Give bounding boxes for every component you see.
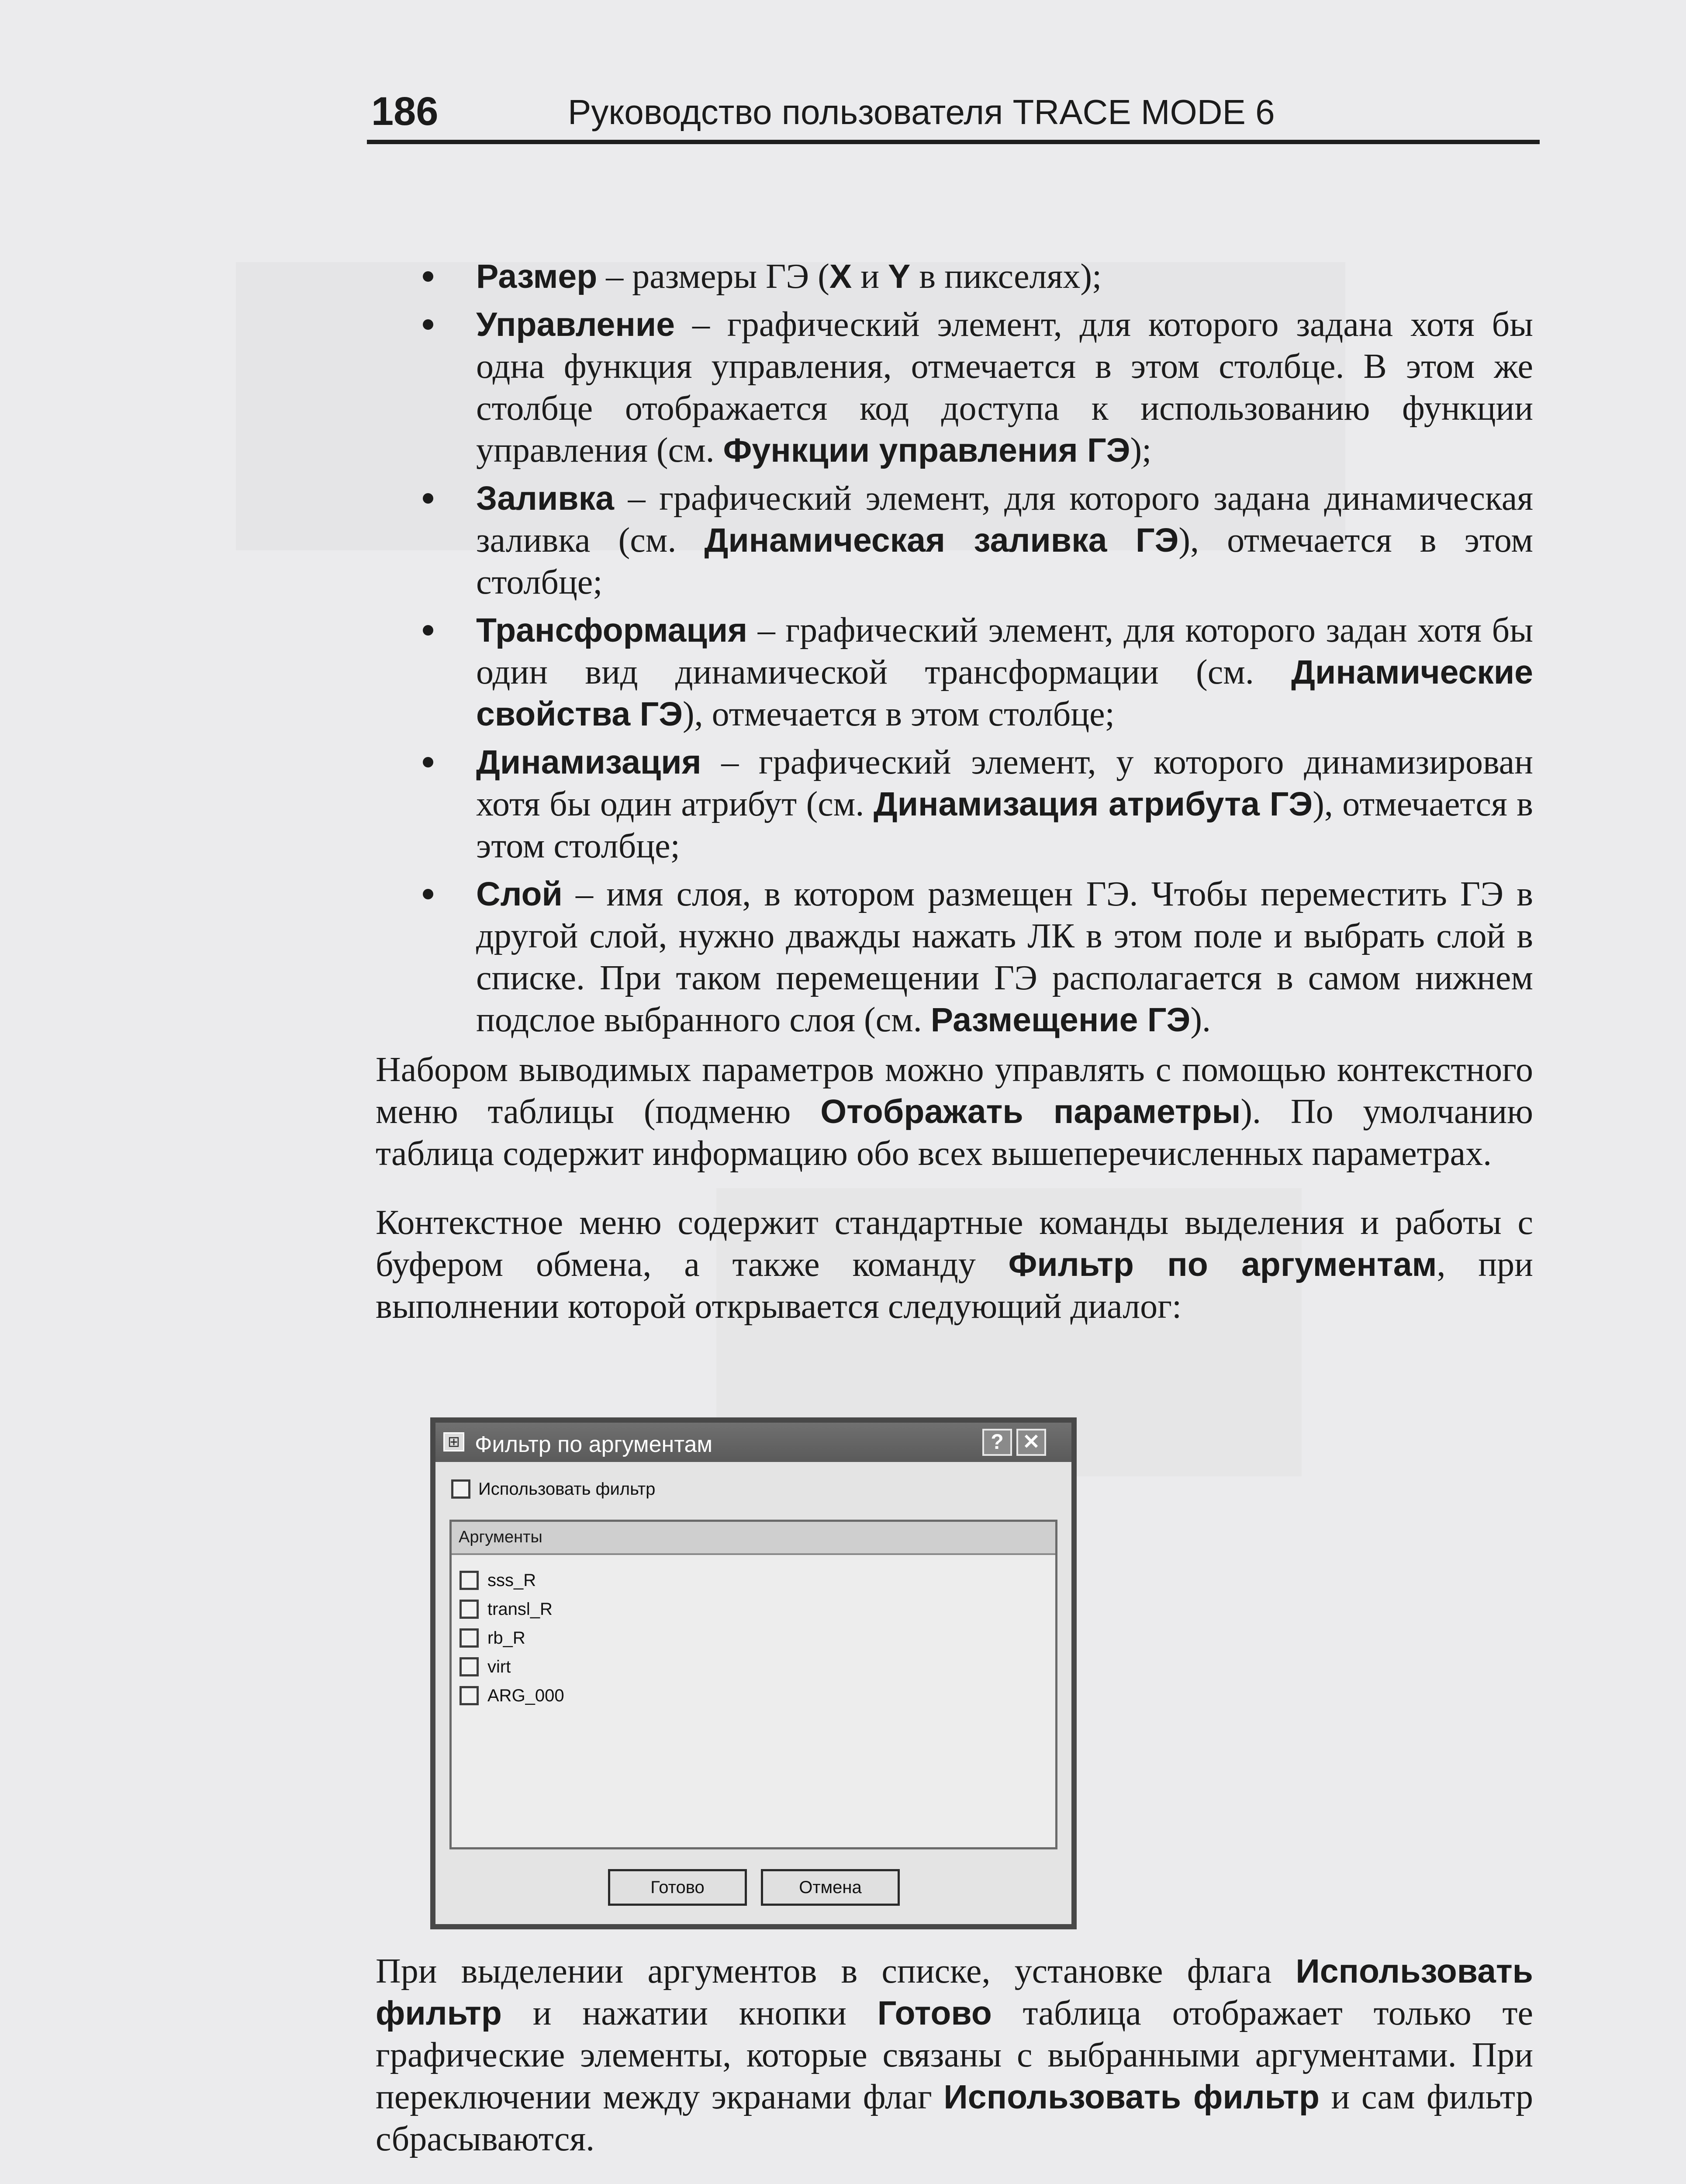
list-item: Динамизация – графический элемент, у которого динамизирован хотя бы один атрибут (см. Динамизация атрибута ГЭ), отмечается в этом столбце; [376, 741, 1533, 867]
ok-button[interactable]: Готово [608, 1869, 747, 1906]
cancel-button[interactable]: Отмена [761, 1869, 900, 1906]
close-button[interactable]: ✕ [1016, 1429, 1046, 1456]
argument-label[interactable]: ARG_000 [487, 1686, 564, 1705]
filter-dialog [430, 1417, 1077, 1929]
list-item: Управление – графический элемент, для которого задана хотя бы одна функция управления, отмечается в этом столбце. В этом же столбце отображается код доступа к использованию функции управления (см. Функции управления ГЭ); [376, 304, 1533, 471]
argument-label[interactable]: virt [487, 1657, 511, 1676]
list-item: Заливка – графический элемент, для которого задана динамическая заливка (см. Динамическая заливка ГЭ), отмечается в этом столбце; [376, 477, 1533, 603]
bullet-icon [423, 625, 433, 636]
bullet-icon [423, 757, 433, 767]
bullet-icon [423, 319, 433, 330]
argument-label[interactable]: sss_R [487, 1571, 536, 1590]
dialog-titlebar[interactable] [435, 1423, 1071, 1462]
arguments-list[interactable] [449, 1520, 1057, 1849]
dialog-title: Фильтр по аргументам [475, 1432, 713, 1457]
help-button[interactable]: ? [982, 1429, 1012, 1456]
use-filter-label[interactable]: Использовать фильтр [478, 1479, 656, 1499]
list-item: Трансформация – графический элемент, для которого задан хотя бы один вид динамической трансформации (см. Динамические свойства ГЭ), отмечается в этом столбце; [376, 609, 1533, 735]
argument-label[interactable]: transl_R [487, 1600, 553, 1619]
argument-label[interactable]: rb_R [487, 1628, 525, 1648]
list-header[interactable] [452, 1522, 1055, 1555]
paragraph: Набором выводимых параметров можно управлять с помощью контекстного меню таблицы (подменю Отображать параметры). По умолчанию таблица содержит информацию обо всех вышеперечисленных параметрах. [376, 1051, 1533, 1173]
paragraph: Контекстное меню содержит стандартные команды выделения и работы с буфером обмена, а также команду Фильтр по аргументам, при выполнении которой открывается следующий диалог: [376, 1203, 1533, 1326]
bullet-icon [423, 889, 433, 899]
bullet-icon [423, 493, 433, 504]
column-list [376, 256, 1533, 1041]
main-text [376, 256, 1533, 1355]
dialog-app-icon: ⊞ [443, 1432, 464, 1451]
page-number: 186 [371, 89, 439, 134]
bullet-icon [423, 271, 433, 282]
list-header-label: Аргументы [459, 1528, 542, 1546]
dialog-body [435, 1423, 1071, 1924]
argument-checkbox[interactable] [460, 1686, 479, 1705]
paragraph: При выделении аргументов в списке, установке флага Использовать фильтр и нажатии кнопки Готово таблица отображает только те графические элементы, которые связаны с выбранными аргументами. При переключении между экранами флаг Использовать фильтр и сам фильтр сбрасываются. [376, 1952, 1533, 2158]
running-title: Руководство пользователя TRACE MODE 6 [568, 93, 1275, 131]
argument-checkbox[interactable] [460, 1657, 479, 1676]
page-header [367, 85, 1540, 144]
argument-checkbox[interactable] [460, 1600, 479, 1619]
list-item: Размер – размеры ГЭ (X и Y в пикселях); [376, 256, 1533, 297]
use-filter-checkbox[interactable] [451, 1479, 470, 1499]
argument-checkbox[interactable] [460, 1571, 479, 1590]
argument-checkbox[interactable] [460, 1628, 479, 1648]
list-item: Слой – имя слоя, в котором размещен ГЭ. Чтобы переместить ГЭ в другой слой, нужно дважды нажать ЛК в этом поле и выбрать слой в списке. При таком перемещении ГЭ располагается в самом нижнем подслое выбранного слоя (см. Размещение ГЭ). [376, 873, 1533, 1041]
